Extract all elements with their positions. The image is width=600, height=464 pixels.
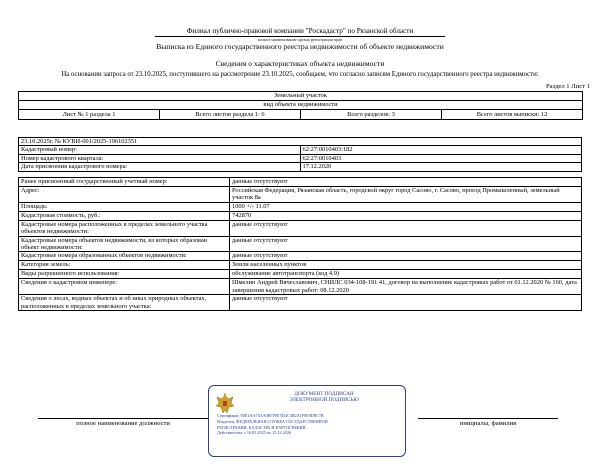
stamp-owner-line-2: РЕГИСТРАЦИИ, КАДАСТРА И КАРТОГРАФИИ: [217, 424, 306, 430]
total-sections: Всего разделов: 3: [301, 110, 442, 120]
property-label: Виды разрешенного использования:: [19, 270, 230, 279]
property-label: Кадастровые номера объектов недвижимости, из которых образован объект недвижимости:: [19, 236, 230, 252]
table-row: [19, 270, 582, 279]
table-row: [19, 187, 582, 203]
property-value: Шмелин Андрей Вячеславович, СНИЛС 034-108-191 41, договор на выполнение кадастровых работ от 01.12.2020 № 160, дата завершения кадастровых работ: 08.12.2020: [230, 279, 582, 295]
detail-label: Кадастровый номер:: [19, 146, 301, 154]
total-extract-sheets: Всего листов выписки: 12: [442, 110, 583, 120]
object-type: Земельный участок: [19, 92, 583, 101]
stamp-owner-line-1: Владелец: ФЕДЕРАЛЬНАЯ СЛУЖБА ГОСУДАРСТВЕННОЙ: [217, 418, 328, 424]
table-row: [19, 220, 582, 236]
property-label: Кадастровая стоимость, руб.:: [19, 211, 230, 220]
total-section-sheets: Всего листов раздела 1: 6: [160, 110, 301, 120]
org-name: Филиал публично-правовой компании "Роскадастр" по Рязанской области: [186, 27, 414, 35]
table-row: [19, 252, 582, 261]
document-title: Выписка из Единого государственного реестра недвижимости об объекте недвижимости: [156, 42, 444, 51]
property-value: данные отсутствуют: [230, 295, 582, 311]
request-text: На основании запроса от 23.10.2025, поступившего на рассмотрение 23.10.2025, сообщаем, что согласно записям Единого государственного реестра недвижимости:: [61, 71, 539, 78]
table-row: [19, 202, 582, 211]
property-label: Сведения о лесах, водных объектах и об иных природных объектах, расположенных в пределах земельного участка:: [19, 295, 230, 311]
detail-value: 17.12.2020: [300, 163, 582, 171]
stamp-title-line-2: ЭЛЕКТРОННОЙ ПОДПИСЬЮ: [289, 397, 359, 403]
table-row: [19, 146, 582, 154]
table-row: [19, 178, 582, 187]
table-row: [19, 279, 582, 295]
stamp-validity: Действителен: с 16.05.2025 по 15.12.2026: [217, 430, 292, 436]
stamp-details: [217, 413, 401, 436]
property-value: Российская Федерация, Рязанская область, городской округ город Сасово, г. Сасово, проезд Промышленный, земельный участок 8а: [230, 187, 582, 203]
table-row: [19, 154, 582, 162]
property-label: Категория земель:: [19, 261, 230, 270]
section-title: Сведения о характеристиках объекта недвижимости: [215, 59, 385, 68]
electronic-signature-stamp: [208, 385, 406, 457]
detail-label: Дата присвоения кадастрового номера:: [19, 163, 301, 171]
table-row: [19, 211, 582, 220]
detail-value: 62:27:0010403:182: [300, 146, 582, 154]
detail-label: Номер кадастрового квартала:: [19, 154, 301, 162]
property-value: обслуживание автотранспорта (код 4.9): [230, 270, 582, 279]
summary-table: [18, 91, 583, 120]
detail-value: 62:27:0010403: [300, 154, 582, 162]
stamp-title-line-1: ДОКУМЕНТ ПОДПИСАН: [294, 391, 354, 397]
section-page-label: Раздел 1 Лист 1: [546, 83, 590, 90]
name-caption: инициалы, фамилия: [418, 418, 558, 427]
property-value: Земли населенных пунктов: [230, 261, 582, 270]
date-number-row: [19, 138, 582, 146]
object-type-row: [19, 92, 583, 101]
position-caption: полное наименование должности: [38, 418, 208, 427]
property-label: Кадастровые номера расположенных в пределах земельного участка объектов недвижимости:: [19, 220, 230, 236]
stamp-certificate: Сертификат: 00E1AA7A1A0B7F8E5D4C3B2A1F0E9D8C7B: [217, 413, 324, 418]
table-row: [19, 261, 582, 270]
property-value: данные отсутствуют: [230, 220, 582, 236]
date-number: 23.10.2025г. № КУВИ-001/2025-196102351: [19, 138, 582, 146]
object-caption-row: [19, 101, 583, 110]
property-value: данные отсутствуют: [230, 252, 582, 261]
property-label: Кадастровые номера образованных объектов недвижимости:: [19, 252, 230, 261]
stamp-title: [249, 391, 399, 403]
sheet-info-row: [19, 110, 583, 120]
property-value: 1000 +/- 11.07: [230, 202, 582, 211]
property-value: 742870: [230, 211, 582, 220]
property-label: Площадь:: [19, 202, 230, 211]
property-label: Адрес:: [19, 187, 230, 203]
table-row: [19, 295, 582, 311]
object-caption: вид объекта недвижимости: [19, 101, 583, 110]
property-label: Ранее присвоенный государственный учетный номер:: [19, 178, 230, 187]
property-value: данные отсутствуют: [230, 178, 582, 187]
property-label: Сведения о кадастровом инженере:: [19, 279, 230, 295]
property-value: данные отсутствуют: [230, 236, 582, 252]
table-row: [19, 163, 582, 171]
org-caption: полное наименование органа регистрации прав: [257, 37, 343, 42]
details-table: [18, 137, 582, 172]
properties-table: [18, 177, 582, 311]
sheet-number: Лист № 1 раздела 1: [19, 110, 160, 120]
table-row: [19, 236, 582, 252]
